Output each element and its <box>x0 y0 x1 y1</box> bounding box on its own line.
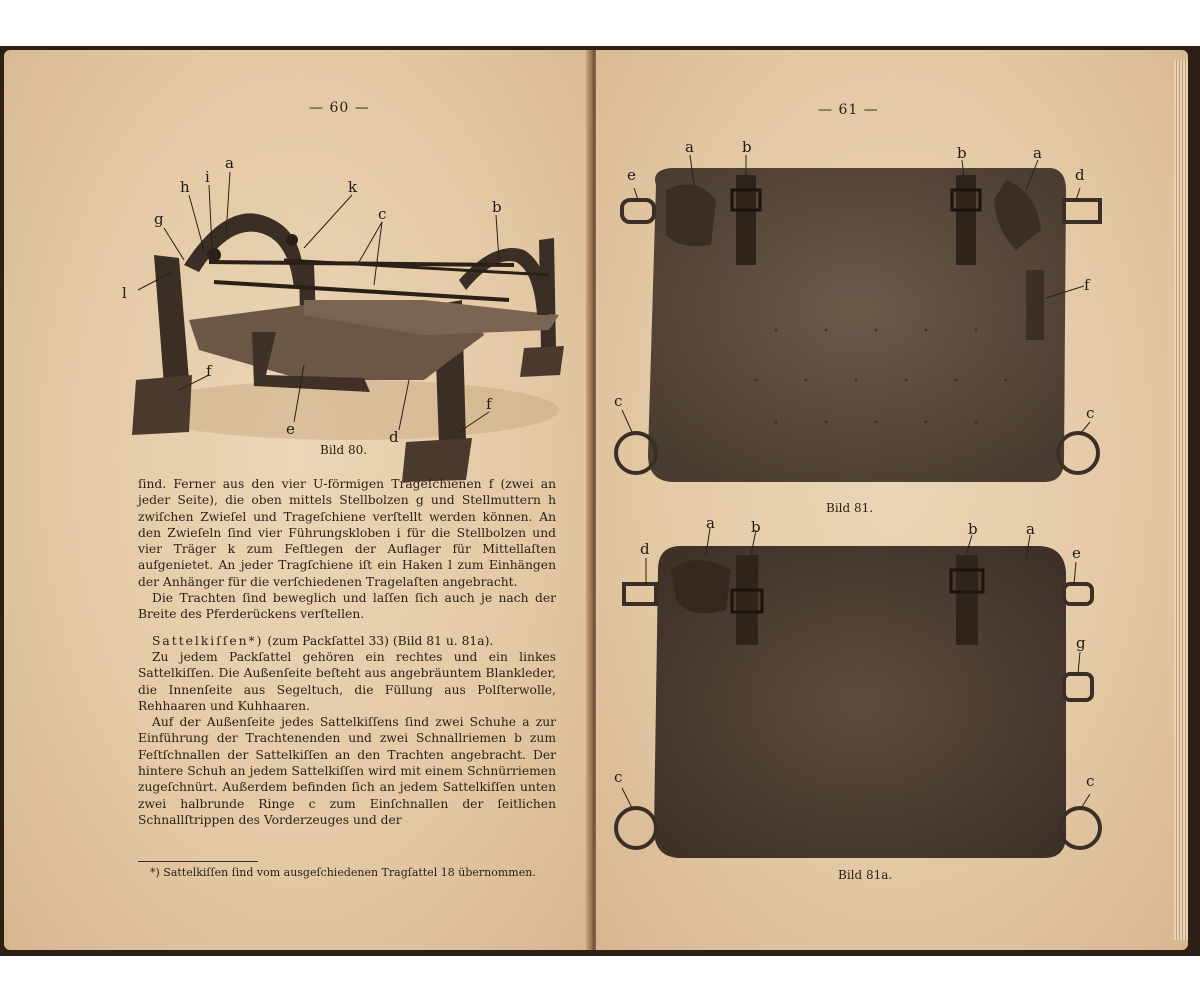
figure-caption: Bild 81a. <box>838 868 893 882</box>
figure-label-b: b <box>957 144 967 162</box>
figure-label-b: b <box>742 138 752 156</box>
figure-label-b: b <box>968 520 978 538</box>
footnote-rule <box>138 861 258 862</box>
figure-label-k: k <box>348 178 358 196</box>
figure-label-c: c <box>378 205 387 223</box>
figure-label-a: a <box>1026 520 1035 538</box>
figure-label-f: f <box>1084 276 1090 294</box>
pack-saddle-frame-illustration <box>4 50 589 470</box>
figure-label-c: c <box>1086 404 1095 422</box>
body-text <box>138 476 556 828</box>
figure-label-a: a <box>225 154 234 172</box>
figure-label-l: l <box>122 284 127 302</box>
figure-label-c: c <box>1086 772 1095 790</box>
figure-label-g: g <box>154 210 164 228</box>
figure-label-i: i <box>205 168 210 186</box>
book-spread <box>0 46 1200 956</box>
figure-label-c: c <box>614 392 623 410</box>
figure-label-a: a <box>706 514 715 532</box>
figure-label-c: c <box>614 768 623 786</box>
figure-label-d: d <box>640 540 650 558</box>
heading-term: Sattelkiſſen*) <box>152 633 264 648</box>
figure-caption: Bild 80. <box>320 443 368 457</box>
saddle-pad-second-view-photo <box>596 50 1188 890</box>
section-heading <box>138 633 556 649</box>
heading-figures: (Bild 81 u. 81a). <box>392 633 494 648</box>
figure-label-b: b <box>492 198 502 216</box>
figure-label-e: e <box>286 420 295 438</box>
right-page <box>596 50 1188 950</box>
page-number: — 61 — <box>818 102 879 118</box>
figure-label-f: f <box>206 362 212 380</box>
page-edges <box>1174 60 1188 940</box>
figure-caption: Bild 81. <box>826 501 874 515</box>
paragraph: Zu jedem Packſattel gehören ein rechtes und ein linkes Sattelkiſſen. Die Außenſeite beſteht aus angebräuntem Blankleder, die Innenſeite aus Segeltuch, die Füllung aus Polſterwolle, Rehhaaren und Kuhhaaren. <box>138 649 556 713</box>
figure-label-e: e <box>627 166 636 184</box>
figure-label-h: h <box>180 178 190 196</box>
figure-label-a: a <box>685 138 694 156</box>
figure-label-f2: f <box>486 395 492 413</box>
figure-label-d: d <box>1075 166 1085 184</box>
figure-label-d: d <box>389 428 399 446</box>
left-page <box>4 50 589 950</box>
figure-label-e: e <box>1072 544 1081 562</box>
paragraph: ſind. Ferner aus den vier U‑förmigen Trageſchienen f (zwei an jeder Seite), die oben mittels Stellbolzen g und Stellmuttern h zwiſchen Zwieſel und Trageſchiene verſtellt werden können. An den Zwieſeln ſind vier Führungskloben i für die Stellbolzen und vier Träger k zum Feſtlegen der Auflager für Mittellaſten aufgenietet. An jeder Tragſchiene iſt ein Haken l zum Einhängen der Anhänger für die verſchiedenen Tragelaſten angebracht. <box>138 477 556 589</box>
paragraph: Die Trachten ſind beweglich und laſſen ſich auch je nach der Breite des Pferderückens verſtellen. <box>138 591 556 622</box>
page-number: — 60 — <box>309 100 370 116</box>
figure-label-g: g <box>1076 634 1086 652</box>
figure-label-b: b <box>751 518 761 536</box>
paragraph: Auf der Außenſeite jedes Sattelkiſſens ſind zwei Schuhe a zur Einführung der Trachtenenden und zwei Schnallriemen b zum Feſtſchnallen der Sattelkiſſen an den Trachten angebracht. Der hintere Schuh an jedem Sattelkiſſen wird mit einem Schnürriemen zugeſchnürt. Außerdem befinden ſich an jedem Sattelkiſſen unten zwei halbrunde Ringe c zum Einſchnallen der ſeitlichen Schnallſtrippen des Vorderzeuges und der <box>138 715 556 827</box>
footnote: *) Sattelkiſſen ſind vom ausgeſchiedenen Tragſattel 18 übernommen. <box>150 866 536 879</box>
heading-reference: (zum Packſattel 33) <box>267 633 389 648</box>
figure-label-a: a <box>1033 144 1042 162</box>
